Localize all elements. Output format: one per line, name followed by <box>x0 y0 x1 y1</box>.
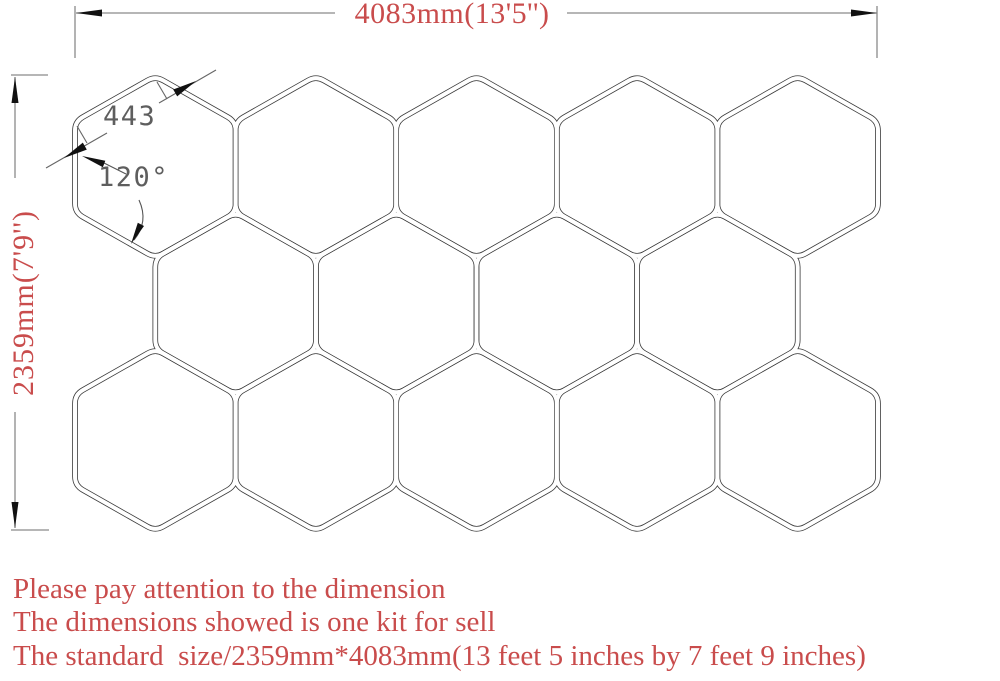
arrow-up-icon <box>12 77 19 103</box>
hexagon-tube <box>75 351 236 529</box>
hexagon-tube <box>396 351 557 529</box>
hexagon-tube <box>236 351 397 529</box>
edge-length-label: 443 <box>103 101 157 132</box>
arrow-lower-edge-icon <box>131 223 144 244</box>
note-line-3: The standard size/2359mm*4083mm(13 feet 5 inches by 7 feet 9 inches) <box>13 640 866 672</box>
left-dimension-label: 2359mm(7'9'') <box>7 210 40 396</box>
note-line-1: Please pay attention to the dimension <box>13 573 446 605</box>
angle-label: 120° <box>98 162 170 193</box>
hexagon-tube <box>557 351 718 529</box>
arrow-down-icon <box>12 502 19 528</box>
arrow-right-icon <box>851 10 877 17</box>
hexagon-tube <box>717 351 878 529</box>
edge-dimension-tick-b <box>77 126 87 143</box>
top-dimension-label: 4083mm(13'5'') <box>354 0 550 30</box>
arrow-left-icon <box>76 10 102 17</box>
honeycomb-grid <box>75 78 878 529</box>
note-line-2: The dimensions showed is one kit for sell <box>13 606 496 638</box>
